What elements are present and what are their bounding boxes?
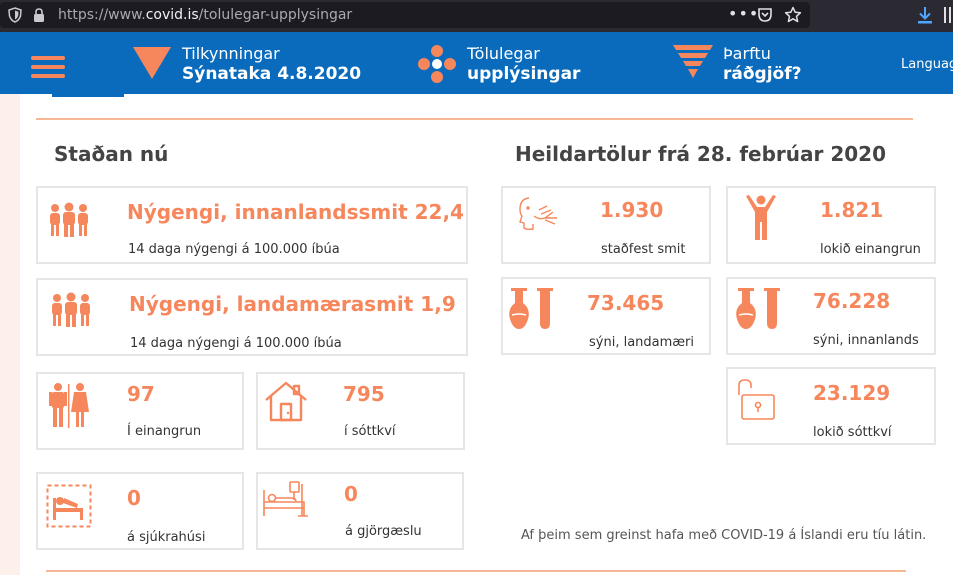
dots-cluster-icon	[416, 44, 458, 84]
left-decoration-strip	[0, 94, 20, 575]
quarantine-label: í sóttkví	[344, 424, 396, 439]
confirmed-label: staðfest smit	[601, 242, 686, 257]
incidence-domestic-label: 14 daga nýgengi á 100.000 íbúa	[128, 242, 340, 257]
library-icon[interactable]	[944, 6, 953, 24]
card-isolation	[36, 372, 244, 450]
url-bar[interactable]	[0, 2, 810, 28]
active-tab-indicator	[52, 94, 124, 97]
icu-label: á gjörgæslu	[345, 524, 422, 539]
incidence-border-label: 14 daga nýgengi á 100.000 íbúa	[130, 336, 342, 351]
quarantine-done-value: 23.129	[813, 381, 891, 405]
person-arms-up-icon	[744, 194, 778, 242]
card-quarantine-done	[726, 367, 936, 445]
nav-item-advice[interactable]	[672, 32, 852, 94]
nav-line1: Tilkynningar	[182, 44, 280, 63]
icu-value: 0	[344, 482, 358, 506]
card-icu	[256, 472, 464, 550]
card-quarantine	[256, 372, 465, 450]
status-now-title: Staðan nú	[54, 142, 169, 166]
incidence-border-value: Nýgengi, landamærasmit 1,9	[129, 292, 456, 316]
nav-line2: upplýsingar	[467, 64, 581, 84]
page-actions-menu-icon[interactable]: •••	[728, 4, 760, 23]
quarantine-done-label: lokið sóttkví	[813, 425, 892, 440]
section-divider	[36, 118, 913, 120]
people-group-icon	[48, 292, 94, 328]
download-icon[interactable]	[916, 5, 934, 25]
recovered-label: lokið einangrun	[820, 242, 921, 257]
nav-line1: Tölulegar	[467, 44, 540, 63]
lab-flasks-icon	[507, 287, 555, 333]
lab-flasks-icon	[734, 287, 782, 333]
people-group-icon	[46, 202, 92, 238]
quarantine-value: 795	[343, 382, 385, 406]
nav-line1: Þarftu	[723, 44, 771, 63]
language-selector[interactable]: Language	[901, 57, 965, 72]
layered-triangle-icon	[672, 44, 714, 80]
samples-domestic-label: sýni, innanlands	[813, 333, 919, 348]
tracking-shield-icon[interactable]	[8, 7, 22, 23]
nav-item-statistics[interactable]	[414, 32, 614, 94]
deaths-footnote: Af þeim sem greinst hafa með COVID-19 á Íslandi eru tíu látin.	[521, 528, 927, 543]
incidence-domestic-value: Nýgengi, innanlandssmit 22,4	[127, 200, 464, 224]
hospital-value: 0	[127, 486, 141, 510]
nav-line2: Sýnataka 4.8.2020	[182, 64, 362, 84]
url-text[interactable]: https://www.covid.is/tolulegar-upplysingar	[58, 7, 353, 23]
samples-border-label: sýni, landamæri	[589, 335, 695, 350]
card-confirmed	[501, 186, 711, 264]
section-divider-bottom	[46, 570, 906, 572]
card-samples-domestic	[726, 277, 936, 355]
icu-bed-icon	[262, 480, 310, 520]
card-incidence-domestic	[36, 186, 468, 264]
cough-face-icon	[517, 196, 561, 232]
site-header	[0, 32, 965, 94]
man-woman-icon	[46, 382, 92, 430]
lock-icon[interactable]	[32, 7, 46, 23]
browser-toolbar	[0, 0, 953, 32]
bookmark-star-icon[interactable]	[784, 6, 802, 24]
card-recovered	[726, 186, 936, 264]
card-incidence-border	[36, 278, 468, 356]
confirmed-value: 1.930	[600, 198, 664, 222]
triangle-down-icon	[132, 46, 172, 80]
samples-domestic-value: 76.228	[813, 289, 891, 313]
hospital-bed-icon	[46, 484, 92, 528]
pocket-icon[interactable]	[757, 7, 773, 23]
totals-title: Heildartölur frá 28. febrúar 2020	[515, 142, 886, 166]
hamburger-menu-icon[interactable]	[31, 56, 65, 78]
open-padlock-icon	[736, 379, 778, 421]
card-hospital	[36, 472, 244, 550]
card-samples-border	[501, 277, 711, 355]
hospital-label: á sjúkrahúsi	[127, 530, 206, 545]
house-icon	[264, 380, 308, 422]
isolation-value: 97	[127, 382, 155, 406]
nav-item-announcements[interactable]	[130, 32, 370, 94]
isolation-label: Í einangrun	[127, 424, 202, 439]
recovered-value: 1.821	[820, 198, 884, 222]
samples-border-value: 73.465	[587, 291, 665, 315]
nav-line2: ráðgjöf?	[723, 64, 802, 84]
